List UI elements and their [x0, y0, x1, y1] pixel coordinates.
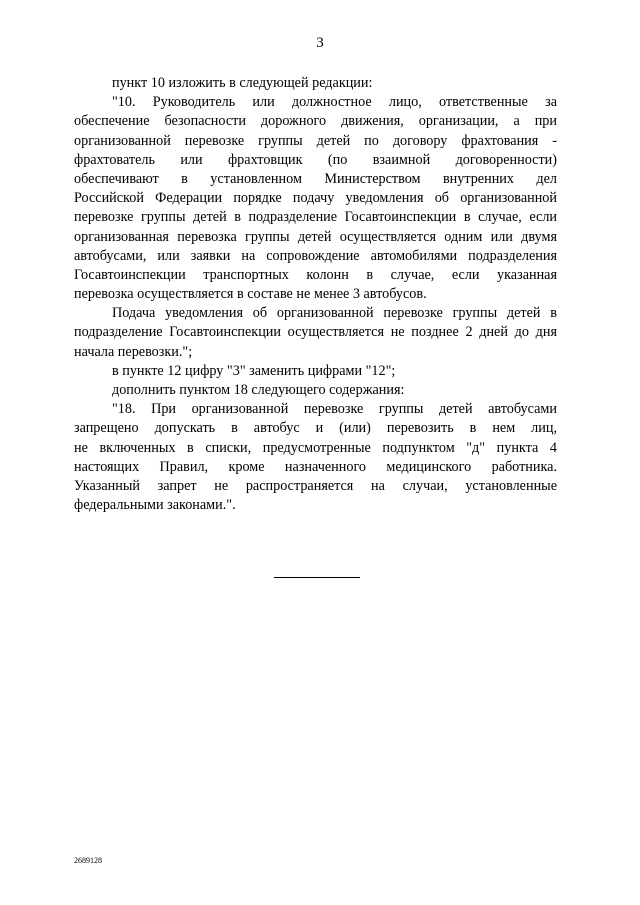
text-line: не включенных в списки, предусмотренные подпунктом "д" пункта 4: [74, 439, 557, 456]
document-body: [74, 74, 557, 515]
text-line: автобусами, или заявки на сопровождение автомобилями подразделения: [74, 247, 557, 264]
text-line: Госавтоинспекции транспортных колонн в случае, если указанная: [74, 266, 557, 283]
separator-line: [274, 577, 360, 578]
text-line: начала перевозки.";: [74, 343, 193, 360]
text-line: настоящих Правил, кроме назначенного медицинского работника.: [74, 458, 557, 475]
text-line: в пункте 12 цифру "3" заменить цифрами "12";: [112, 362, 396, 379]
text-line: перевозке группы детей в подразделение Госавтоинспекции в случае, если: [74, 209, 557, 226]
text-line: дополнить пунктом 18 следующего содержания:: [112, 382, 405, 398]
text-line: организованной перевозке группы детей по договору фрахтования -: [74, 132, 557, 149]
text-line: пункт 10 изложить в следующей редакции:: [112, 75, 373, 91]
page-number: 3: [316, 35, 324, 51]
text-line: федеральными законами.".: [74, 497, 236, 514]
text-line: организованная перевозка группы детей осуществляется одним или двумя: [74, 228, 557, 245]
text-line: фрахтователь или фрахтовщик (по взаимной договоренности): [74, 151, 557, 168]
document-id: 2689128: [74, 856, 102, 865]
text-line: перевозка осуществляется в составе не менее 3 автобусов.: [74, 286, 427, 303]
text-line: Российской Федерации порядке подачу уведомления об организованной: [74, 190, 557, 207]
text-line: Указанный запрет не распространяется на случаи, установленные: [74, 477, 557, 494]
text-line: "10. Руководитель или должностное лицо, ответственные за: [112, 94, 557, 111]
text-line: обеспечение безопасности дорожного движения, организации, а при: [74, 113, 557, 130]
text-line: подразделение Госавтоинспекции осуществляется не позднее 2 дней до дня: [74, 324, 557, 341]
text-line: обеспечивают в установленном Министерством внутренних дел: [74, 170, 557, 187]
text-line: запрещено допускать в автобус и (или) перевозить в нем лиц,: [74, 420, 557, 437]
text-line: "18. При организованной перевозке группы детей автобусами: [112, 401, 557, 418]
text-line: Подача уведомления об организованной перевозке группы детей в: [112, 305, 557, 322]
